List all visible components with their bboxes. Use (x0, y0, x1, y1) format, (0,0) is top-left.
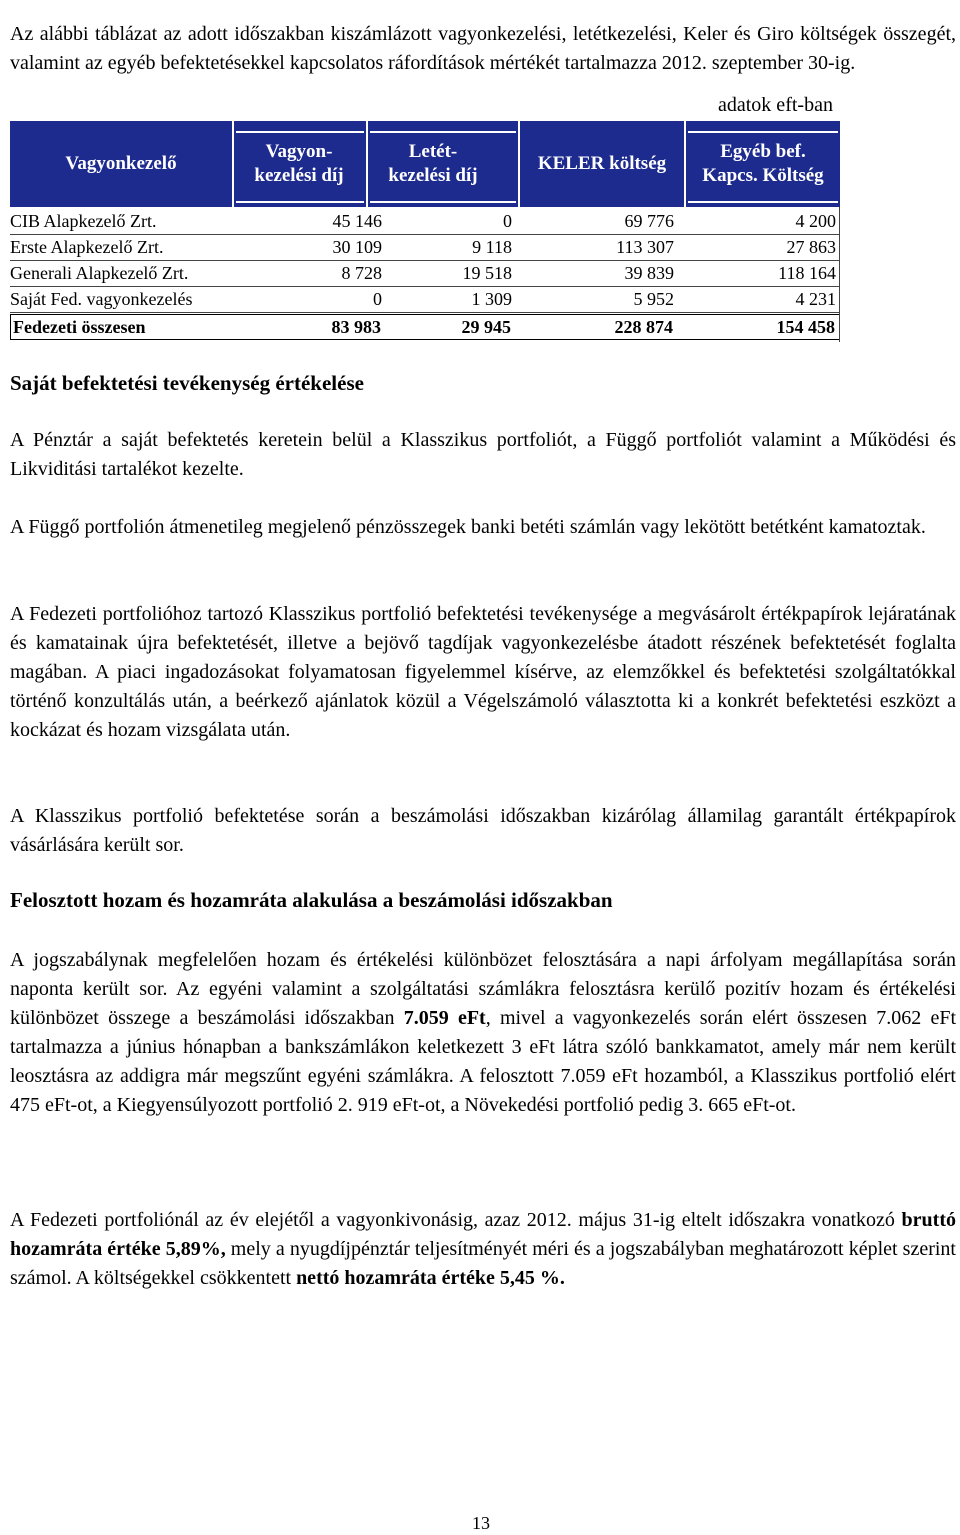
table-row (10, 209, 840, 235)
total-letetkezelesi: 29 945 (461, 317, 511, 337)
text-run: mely a nyugdíjpénztár teljesítményét méri és a jogszabályban meghatározott képlet szerint számol. A költségekkel csökkentett (10, 1238, 956, 1289)
total-vagyonkezelesi: 83 983 (331, 317, 381, 337)
table-row (10, 287, 840, 313)
header-rule (370, 131, 516, 133)
cell-vagyonkezelesi: 8 728 (341, 263, 382, 283)
cell-letetkezelesi: 19 518 (462, 263, 512, 283)
paragraph: A Függő portfolión átmenetileg megjelenő pénzösszegek banki betéti számlán vagy lekötött betétként kamatoztak. (10, 516, 926, 538)
cell-keler: 69 776 (624, 211, 674, 231)
cell-keler: 39 839 (624, 263, 674, 283)
text-run: , mivel a vagyonkezelés során elért összesen 7.062 eFt tartalmazza a június hónapban a bankszámlákon keletkezett 3 eFt látra szóló bankkamatot, amely már nem került leosztásra az addigra már megszűnt egyéni számlákra. A felosztott 7.059 eFt hozamból, a Klasszikus portfolió elért 475 eFt-ot, a Kiegyensúlyozott portfolió 2. 919 eFt-ot, a Növekedési portfolió pedig 3. 665 eFt-ot. (10, 1007, 956, 1116)
section-heading-felosztott-hozam: Felosztott hozam és hozamráta alakulása a beszámolási időszakban (10, 888, 613, 912)
paragraph-hozamrata (10, 1206, 956, 1293)
header-keler-koltseg: KELER költség (537, 153, 667, 174)
bold-brutto-hozamrata: bruttó hozamráta értéke 5,89%, (10, 1209, 956, 1260)
paragraph: A Fedezeti portfolióhoz tartozó Klasszikus portfolió befektetési tevékenysége a megvásárolt értékpapírok lejáratának és kamatainak újra befektetését, illetve a bejövő tagdíjak vagyonkezelésbe átadott részének befektetését foglalta magában. A piaci ingadozásokat folyamatosan figyelemmel kísérve, az elemzőkkel és befektetési szolgáltatókkal történő konzultálás után, a beérkező ajánlatok közül a Végelszámoló választotta ki a konkrét befektetési eszközt a kockázat és hozam vizsgálata után. (10, 603, 956, 741)
bold-netto-hozamrata: nettó hozamráta értéke 5,45 %. (296, 1267, 565, 1289)
total-egyeb: 154 458 (776, 317, 835, 337)
paragraph: A Klasszikus portfolió befektetése során a beszámolási időszakban kizárólag államilag garantált értékpapírok vásárlására került sor. (10, 805, 956, 856)
bold-amount: 7.059 eFt (403, 1007, 486, 1029)
cell-egyeb: 4 231 (795, 289, 836, 309)
cell-egyeb: 4 200 (795, 211, 836, 231)
cell-egyeb: 118 164 (778, 263, 836, 283)
table-total-row (10, 314, 840, 340)
header-vagyonkezelesi-dij: Vagyon- kezelési díj (254, 141, 344, 186)
cell-keler: 113 307 (616, 237, 674, 257)
row-label: Erste Alapkezelő Zrt. (10, 237, 164, 257)
intro-paragraph: Az alábbi táblázat az adott időszakban kiszámlázott vagyonkezelési, letétkezelési, Keler és Giro költségek összegét, valamint az egyéb befektetésekkel kapcsolatos ráfordítások mértékét tartalmazza 2012. szeptember 30-ig. (10, 23, 956, 74)
section-heading-sajat-befektetesi: Saját befektetési tevékenység értékelése (10, 371, 364, 395)
header-egyeb-bef: Egyéb bef. Kapcs. Költség (702, 141, 824, 186)
page-number: 13 (472, 1513, 490, 1533)
cell-vagyonkezelesi: 30 109 (332, 237, 382, 257)
table-row (10, 235, 840, 261)
table-row (10, 261, 840, 287)
header-rule (688, 131, 838, 133)
cell-letetkezelesi: 0 (503, 211, 512, 231)
cell-egyeb: 27 863 (786, 237, 836, 257)
paragraph-hozam-felosztas (10, 946, 956, 1120)
paragraph: A Pénztár a saját befektetés keretein belül a Klasszikus portfoliót, a Függő portfoliót valamint a Működési és Likviditási tartalékot kezelte. (10, 429, 956, 480)
row-label: Saját Fed. vagyonkezelés (10, 289, 193, 309)
header-rule (236, 201, 364, 203)
cell-vagyonkezelesi: 0 (373, 289, 382, 309)
cell-keler: 5 952 (633, 289, 674, 309)
header-rule (236, 131, 364, 133)
table-right-border (839, 207, 840, 342)
text-run: A jogszabálynak megfelelően hozam és értékelési különbözet felosztására a napi árfolyam megállapítása során naponta került sor. Az egyéni valamint a szolgáltatási számlákra felosztásra kerülő pozitív hozam és értékelési különbözet összege a beszámolási időszakban (10, 949, 956, 1029)
row-label: Generali Alapkezelő Zrt. (10, 263, 189, 283)
units-note: adatok eft-ban (718, 94, 833, 116)
row-label: CIB Alapkezelő Zrt. (10, 211, 157, 231)
text-run: A Fedezeti portfoliónál az év elejétől a vagyonkivonásig, azaz 2012. május 31-ig eltelt időszakra vonatkozó (10, 1209, 902, 1231)
header-letetkezelesi-dij: Letét- kezelési díj (388, 141, 478, 186)
table-header (10, 121, 840, 207)
total-label: Fedezeti összesen (13, 317, 146, 337)
header-rule (370, 201, 516, 203)
cell-letetkezelesi: 9 118 (472, 237, 512, 257)
header-rule (688, 201, 838, 203)
header-vagyonkezelo: Vagyonkezelő (65, 153, 177, 174)
cell-letetkezelesi: 1 309 (471, 289, 512, 309)
total-keler: 228 874 (614, 317, 673, 337)
cell-vagyonkezelesi: 45 146 (332, 211, 382, 231)
